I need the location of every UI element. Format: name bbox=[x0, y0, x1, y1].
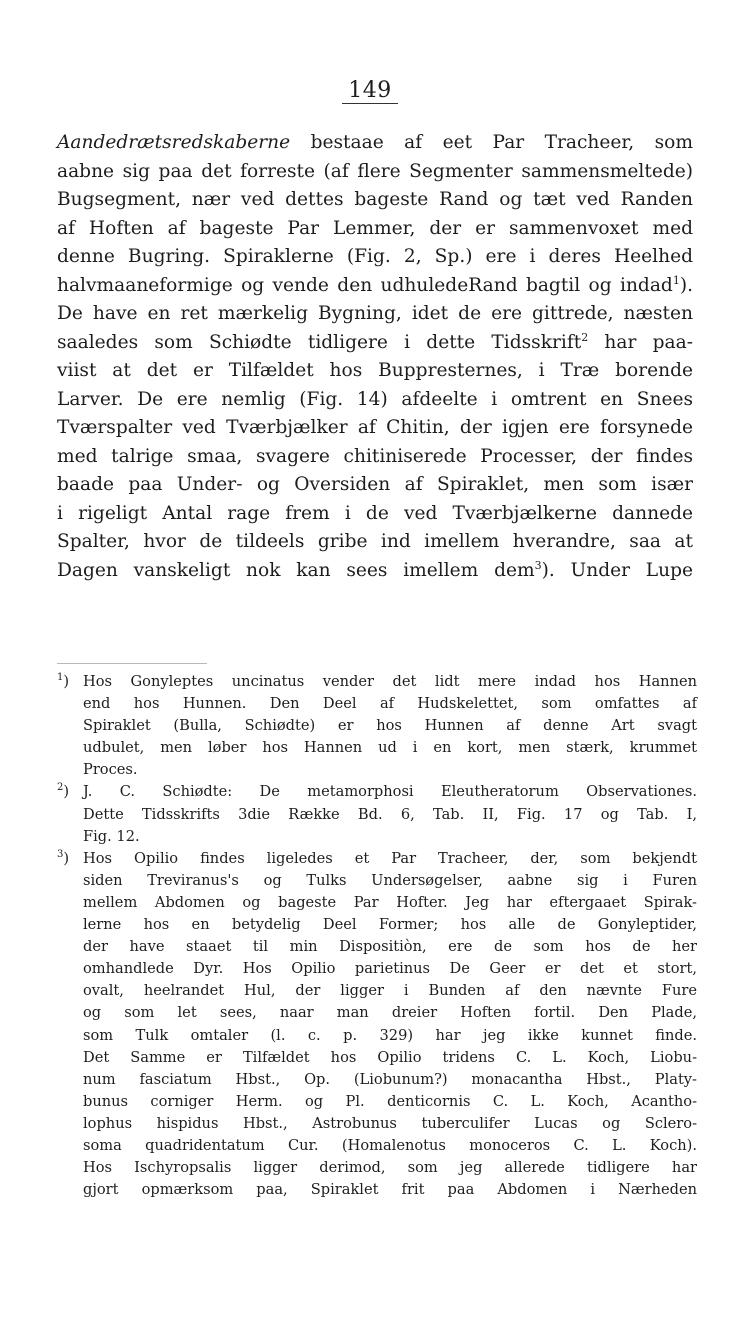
footnote-line: mellem Abdomen og bageste Par Hofter. Jeg har eftergaaet Spirak- bbox=[83, 893, 697, 911]
footnote-line: som Tulk omtaler (l. c. p. 329) har jeg ikke kunnet finde. bbox=[83, 1026, 697, 1044]
footnotes bbox=[57, 671, 697, 1201]
footnote-line: Det Samme er Tilfældet hos Opilio tridens C. L. Koch, Liobu- bbox=[83, 1048, 697, 1066]
footnote-rule bbox=[57, 663, 207, 664]
main-text bbox=[57, 129, 693, 585]
text-line-10: Larver. De ere nemlig (Fig. 14) afdeelte i omtrent en Snees bbox=[57, 388, 693, 410]
footnote-line: num fasciatum Hbst., Op. (Liobunum?) monacantha Hbst., Platy- bbox=[83, 1070, 697, 1088]
footnote-1 bbox=[57, 671, 697, 781]
footnote-line: udbulet, men løber hos Hannen ud i en kort, men stærk, krummet bbox=[83, 739, 697, 757]
text-line-14: i rigeligt Antal rage frem i de ved Tværbjælkerne dannede bbox=[57, 502, 693, 524]
footnote-ref-3: 3 bbox=[534, 558, 542, 572]
footnote-line: ovalt, heelrandet Hul, der ligger i Bunden af den nævnte Fure bbox=[83, 982, 697, 1000]
footnote-mark: $^1$) bbox=[57, 672, 70, 690]
footnote-line: der have staaet til min Dispositiòn, ere de som hos de her bbox=[83, 938, 697, 956]
text-line-12: med talrige smaa, svagere chitiniserede Processer, der findes bbox=[57, 445, 693, 467]
footnote-mark: $^2$) bbox=[57, 782, 70, 801]
footnote-line: Dette Tidsskrifts 3die Række Bd. 6, Tab. II, Fig. 17 og Tab. I, bbox=[83, 805, 697, 823]
text-line-1: Aandedrætsredskaberne bestaae af eet Par Tracheer, som bbox=[57, 132, 693, 153]
footnote-line: Fig. 12. bbox=[83, 827, 140, 845]
text-line-16: Dagen vanskeligt nok kan sees imellem dem$^3$). Under Lupe bbox=[57, 558, 693, 581]
footnote-ref-2: 2 bbox=[581, 330, 589, 344]
footnote-ref-1: 1 bbox=[672, 273, 680, 287]
italic-term: Aandedrætsredskaberne bbox=[57, 132, 291, 153]
text-line-9: viist at det er Tilfældet hos Buppresternes, i Træ borende bbox=[57, 360, 693, 381]
text-line-8: saaledes som Schiødte tidligere i dette Tidsskrift$^2$ har paa- bbox=[57, 330, 693, 353]
footnote-line: Hos Gonyleptes uncinatus vender det lidt mere indad hos Hannen bbox=[83, 673, 697, 690]
footnote-line: J. C. Schiødte: De metamorphosi Eleutheratorum Observationes. bbox=[83, 783, 697, 801]
footnote-line: soma quadridentatum Cur. (Homalenotus monoceros C. L. Koch). bbox=[83, 1136, 697, 1154]
text-line-13: baade paa Under- og Oversiden af Spiraklet, men som især bbox=[57, 474, 693, 495]
footnote-line: lophus hispidus Hbst., Astrobunus tuberculifer Lucas og Sclero- bbox=[83, 1114, 697, 1132]
footnote-3 bbox=[57, 848, 697, 1202]
text-line-3: Bugsegment, nær ved dettes bageste Rand og tæt ved Randen bbox=[57, 189, 693, 210]
page-number-text: 149 bbox=[342, 78, 398, 104]
footnote-line: Hos Ischyropsalis ligger derimod, som jeg allerede tidligere har bbox=[83, 1159, 697, 1177]
text-line-7: De have en ret mærkelig Bygning, idet de ere gittrede, næsten bbox=[57, 303, 693, 324]
footnote-mark: $^3$) bbox=[57, 848, 70, 867]
text-line-4: af Hoften af bageste Par Lemmer, der er sammenvoxet med bbox=[57, 217, 693, 239]
text-line-5: denne Bugring. Spiraklerne (Fig. 2, Sp.) ere i deres Heelhed bbox=[57, 246, 693, 267]
footnote-line: bunus corniger Herm. og Pl. denticornis C. L. Koch, Acantho- bbox=[83, 1092, 697, 1110]
text-line-2: aabne sig paa det forreste (af flere Segmenter sammensmeltede) bbox=[57, 160, 693, 182]
footnote-line: og som let sees, naar man dreier Hoften fortil. Den Plade, bbox=[83, 1004, 697, 1022]
footnote-2 bbox=[57, 781, 697, 847]
footnote-line: lerne hos en betydelig Deel Former; hos alle de Gonyleptider, bbox=[83, 916, 697, 934]
footnote-line: end hos Hunnen. Den Deel af Hudskelettet, som omfattes af bbox=[83, 695, 697, 713]
footnote-line: Proces. bbox=[83, 761, 138, 779]
text-line-11: Tværspalter ved Tværbjælker af Chitin, der igjen ere forsynede bbox=[57, 417, 693, 438]
text-line-15: Spalter, hvor de tildeels gribe ind imellem hverandre, saa at bbox=[57, 531, 693, 552]
text-line-6: halvmaaneformige og vende den udhuledeRand bagtil og indad$^1$). bbox=[57, 273, 693, 296]
footnote-line: siden Treviranus's og Tulks Undersøgelser, aabne sig i Furen bbox=[83, 871, 697, 889]
page-number bbox=[0, 78, 740, 103]
footnote-line: omhandlede Dyr. Hos Opilio parietinus De Geer er det et stort, bbox=[83, 960, 697, 978]
footnote-line: Hos Opilio findes ligeledes et Par Tracheer, der, som bekjendt bbox=[83, 849, 697, 867]
footnote-line: gjort opmærksom paa, Spiraklet frit paa Abdomen i Nærheden bbox=[83, 1181, 697, 1199]
footnote-line: Spiraklet (Bulla, Schiødte) er hos Hunnen af denne Art svagt bbox=[83, 717, 697, 735]
